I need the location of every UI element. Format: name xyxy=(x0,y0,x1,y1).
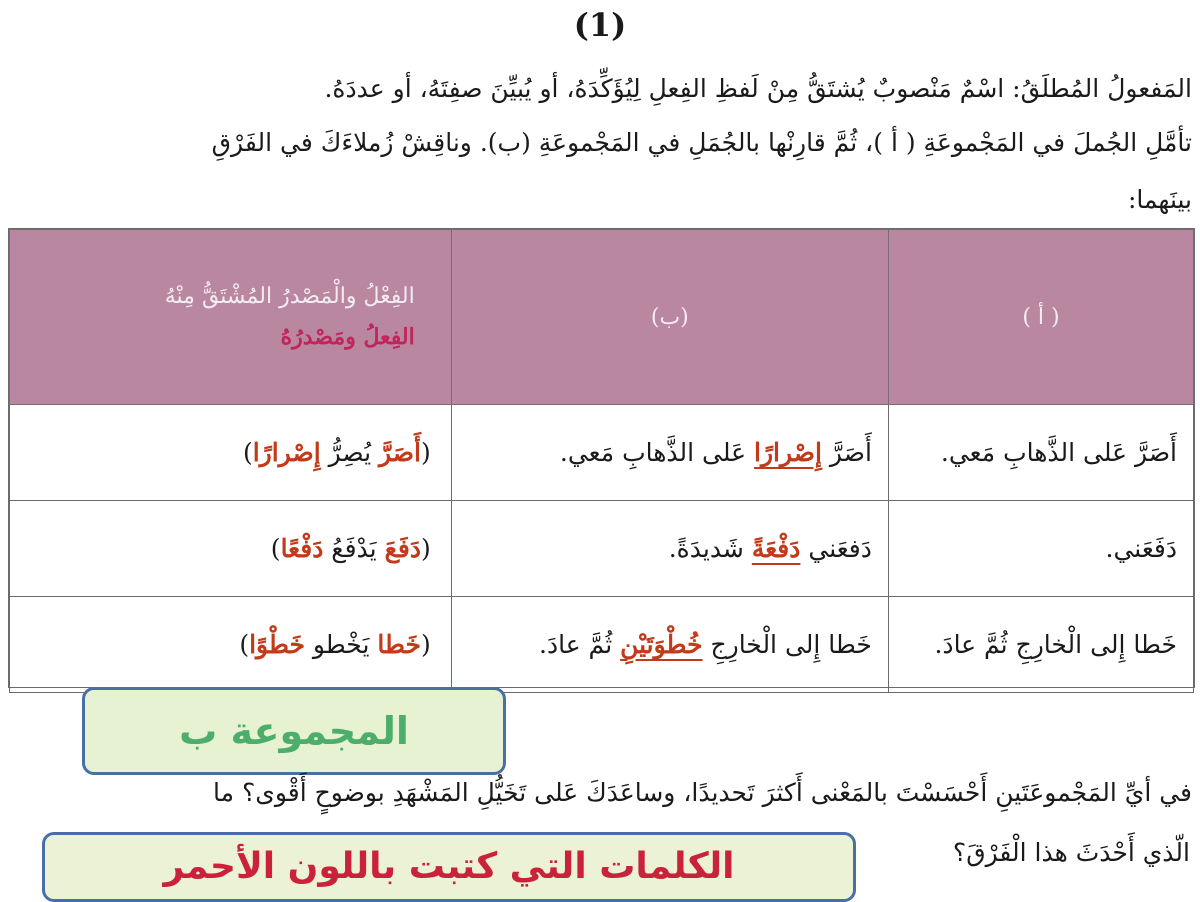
masdar-word: إِصْرارًا xyxy=(252,438,321,467)
header-verb-masdar xyxy=(10,230,452,405)
present-verb: يُصِرُّ xyxy=(320,438,379,467)
paren-close: ) xyxy=(242,438,253,467)
masdar-highlight: دَفْعَةً xyxy=(751,534,801,563)
paren-open: ( xyxy=(420,534,431,563)
page-number: (1) xyxy=(573,6,627,44)
cell-verb-masdar xyxy=(10,405,452,501)
cell-verb-masdar xyxy=(10,597,452,693)
masdar-word: دَفْعًا xyxy=(280,534,324,563)
paren-open: ( xyxy=(420,630,431,659)
header-group-b: (ب) xyxy=(451,230,888,405)
cell-group-b xyxy=(451,597,888,693)
table-row xyxy=(10,597,1194,693)
paren-close: ) xyxy=(239,630,250,659)
paren-close: ) xyxy=(270,534,281,563)
cell-verb-masdar xyxy=(10,501,452,597)
question-text: في أيِّ المَجْموعَتَينِ أَحْسَسْتَ بالمَعْنى أَكثرَ تَحديدًا، وساعَدَكَ عَلى تَخَيُّلِ المَشْهَدِ بوضوحٍ أَقْوى؟ ما xyxy=(213,778,1192,807)
question-text-continuation: الّذي أَحْدَثَ هذا الْفَرْقَ؟ xyxy=(952,838,1190,867)
answer-group-box: المجموعة ب xyxy=(82,687,506,775)
cell-group-a: أَصَرَّ عَلى الذَّهابِ مَعي. xyxy=(888,405,1193,501)
table-row xyxy=(10,405,1194,501)
paren-open: ( xyxy=(420,438,431,467)
masdar-highlight: إِصْرارًا xyxy=(754,438,822,467)
cell-group-a: خَطا إِلى الْخارِجِ ثُمَّ عادَ. xyxy=(888,597,1193,693)
cell-b-text: أَصَرَّ xyxy=(821,438,872,467)
present-verb: يَدْفَعُ xyxy=(323,534,385,563)
cell-b-text: عَلى الذَّهابِ مَعي. xyxy=(559,438,755,467)
masdar-highlight: خُطْوَتَيْنِ xyxy=(620,630,703,659)
table-header-row xyxy=(10,230,1194,405)
verb-highlight: دَفَعَ xyxy=(384,534,421,563)
cell-b-text: شَديدَةً. xyxy=(668,534,752,563)
verb-highlight: خَطا xyxy=(377,630,421,659)
header-verb-masdar-sub: الفِعلُ ومَصْدرُهُ xyxy=(280,324,415,350)
table-row xyxy=(10,501,1194,597)
definition-text: المَفعولُ المُطلَقُ: اسْمٌ مَنْصوبٌ يُشتَقُّ مِنْ لَفظِ الفِعلِ لِيُؤَكِّدَهُ، أو يُبيِّنَ صفِتَهُ، أو عددَهُ. xyxy=(324,74,1192,103)
verb-highlight: أَصَرَّ xyxy=(378,438,421,467)
cell-group-b xyxy=(451,405,888,501)
answer-red-words-box: الكلمات التي كتبت باللون الأحمر xyxy=(42,832,856,902)
cell-group-b xyxy=(451,501,888,597)
masdar-word: خَطْوًا xyxy=(249,630,305,659)
instruction-text: تأمَّلِ الجُملَ في المَجْموعَةِ ( أ )، ثُمَّ قارِنْها بالجُمَلِ في المَجْموعَةِ (ب). وناقِشْ زُملاءَكَ في الفَرْقِ xyxy=(211,128,1192,157)
instruction-continuation: بينَهما: xyxy=(1127,185,1192,214)
header-verb-masdar-main: الفِعْلُ والْمَصْدرُ المُشْتَقُّ مِنْهُ xyxy=(164,284,415,309)
cell-group-a: دَفَعَني. xyxy=(888,501,1193,597)
cell-b-text: خَطا إِلى الْخارِجِ xyxy=(702,630,872,659)
comparison-table xyxy=(8,228,1195,688)
cell-b-text: دَفعَني xyxy=(800,534,872,563)
header-group-a: ( أ ) xyxy=(888,230,1193,405)
present-verb: يَخْطو xyxy=(304,630,378,659)
cell-b-text: ثُمَّ عادَ. xyxy=(539,630,621,659)
